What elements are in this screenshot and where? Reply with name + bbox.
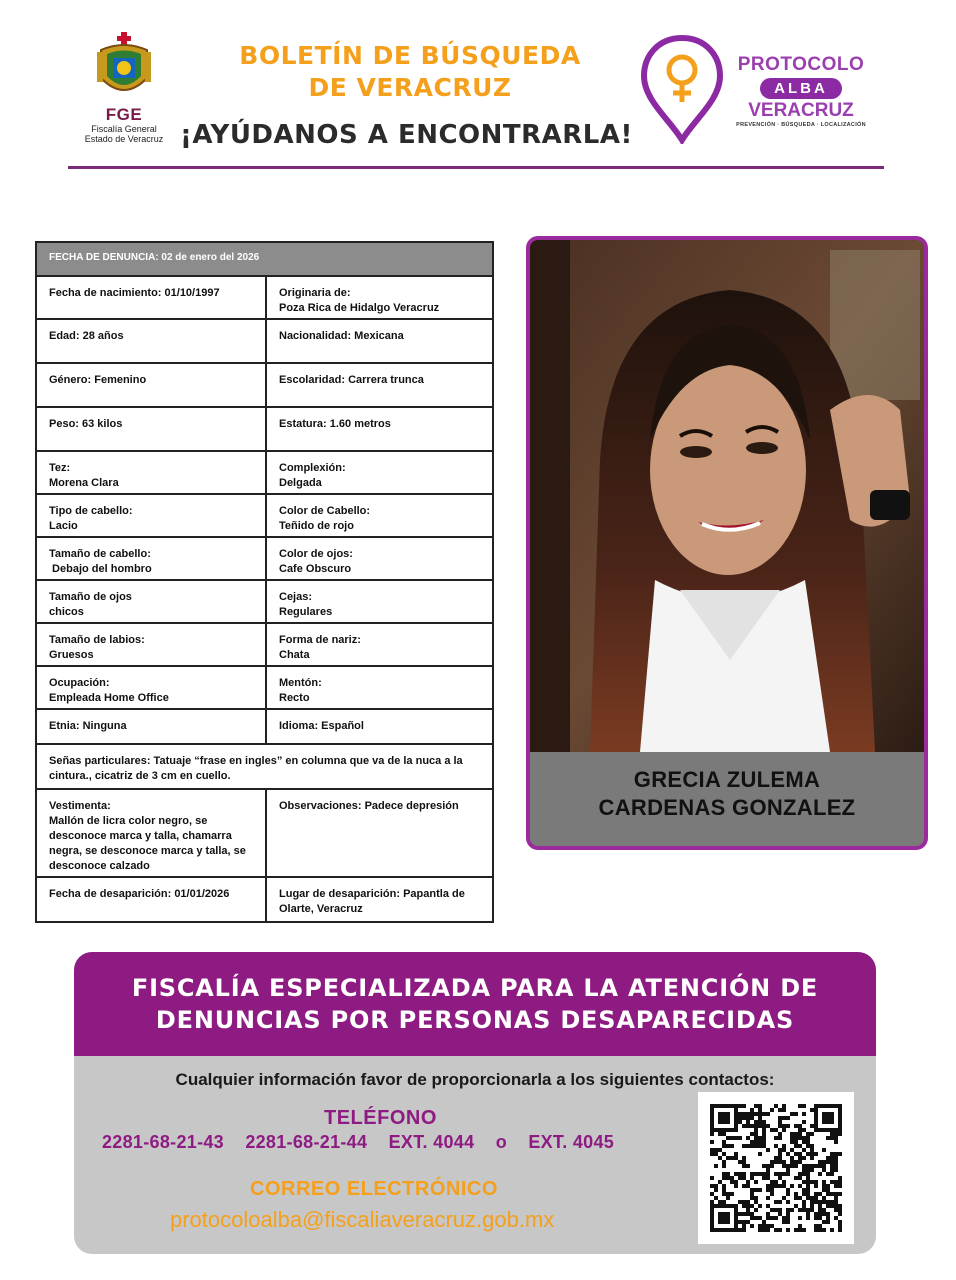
ethnicity-cell: Etnia: Ninguna	[49, 720, 127, 732]
contact-panel	[74, 952, 876, 1254]
phone-extension: EXT. 4045	[528, 1132, 615, 1152]
table-row	[37, 581, 492, 624]
clothing-cell: Vestimenta: Mallón de licra color negro, se desconoce marca y talla, chamarra negra, se desconoce marca y talla, se desconoce calzado	[49, 800, 246, 872]
alba-protocolo-text: PROTOCOLO	[737, 54, 865, 75]
phone-numbers	[102, 1132, 702, 1153]
table-row	[37, 878, 492, 921]
weight-cell: Peso: 63 kilos	[49, 418, 123, 430]
alba-badge: ALBA	[760, 78, 842, 99]
name-line1: GRECIA ZULEMA	[633, 767, 821, 792]
coat-of-arms-icon	[93, 30, 155, 104]
phone-or: o	[495, 1132, 507, 1152]
protocolo-alba-logo	[640, 34, 880, 144]
phone-extension: EXT. 4044	[388, 1132, 475, 1152]
hair-length-cell: Tamaño de cabello: Debajo del hombro	[49, 548, 152, 575]
title-line2: DE VERACRUZ	[308, 73, 512, 102]
table-row	[37, 624, 492, 667]
heading-line1: FISCALÍA ESPECIALIZADA PARA LA ATENCIÓN DE	[131, 974, 819, 1002]
birth-date-cell: Fecha de nacimiento: 01/10/1997	[49, 287, 220, 299]
name-line2: CARDENAS GONZALEZ	[598, 795, 856, 820]
header-divider	[68, 166, 884, 169]
email-address[interactable]: protocoloalba@fiscaliaveracruz.gob.mx	[170, 1207, 555, 1232]
observations-cell: Observaciones: Padece depresión	[265, 790, 492, 876]
fge-name-line1: Fiscalía General	[91, 124, 157, 134]
table-row	[37, 320, 492, 364]
skin-tone-cell: Tez: Morena Clara	[49, 462, 119, 489]
lip-size-cell: Tamaño de labios: Gruesos	[49, 634, 145, 661]
hair-color-cell: Color de Cabello: Teñido de rojo	[265, 495, 492, 536]
fge-name-line2: Estado de Veracruz	[84, 134, 164, 144]
table-row	[37, 408, 492, 452]
fge-acronym: FGE	[105, 105, 143, 124]
alba-tagline: PREVENCIÓN · BÚSQUEDA · LOCALIZACIÓN	[736, 122, 866, 128]
table-row	[37, 710, 492, 745]
missing-person-photo	[530, 240, 924, 752]
qr-code[interactable]	[698, 1092, 854, 1244]
personal-data-table	[35, 241, 494, 923]
table-row	[37, 538, 492, 581]
contact-intro: Cualquier información favor de proporcionarla a los siguientes contactos:	[175, 1070, 775, 1089]
prosecutor-office-heading	[74, 952, 876, 1056]
height-cell: Estatura: 1.60 metros	[265, 408, 492, 450]
age-cell: Edad: 28 años	[49, 330, 124, 342]
table-row	[37, 745, 492, 790]
phone-number[interactable]: 2281-68-21-43	[102, 1132, 224, 1152]
missing-person-card	[526, 236, 928, 850]
table-row	[37, 667, 492, 710]
alba-veracruz-text: VERACRUZ	[748, 100, 854, 121]
eye-size-cell: Tamaño de ojos chicos	[49, 591, 132, 618]
disappearance-place-cell: Lugar de desaparición: Papantla de Olarte, Veracruz	[265, 878, 492, 921]
table-row	[37, 364, 492, 408]
table-row	[37, 277, 492, 320]
table-row	[37, 790, 492, 878]
help-find-her-title: ¡AYÚDANOS A ENCONTRARLA!	[180, 120, 633, 150]
phone-number[interactable]: 2281-68-21-44	[245, 1132, 368, 1152]
table-row	[37, 452, 492, 495]
heading-line2: DENUNCIAS POR PERSONAS DESAPARECIDAS	[155, 1006, 795, 1034]
bulletin-title	[180, 40, 640, 104]
missing-person-name	[530, 752, 924, 846]
location-pin-icon	[640, 34, 724, 144]
gender-cell: Género: Femenino	[49, 374, 147, 386]
eyebrows-cell: Cejas: Regulares	[265, 581, 492, 622]
hair-type-cell: Tipo de cabello: Lacio	[49, 505, 133, 532]
table-row	[37, 495, 492, 538]
language-cell: Idioma: Español	[265, 710, 492, 743]
disappearance-date-cell: Fecha de desaparición: 01/01/2026	[49, 888, 230, 900]
build-cell: Complexión: Delgada	[265, 452, 492, 493]
qr-code-icon	[710, 1104, 842, 1232]
email-label: CORREO ELECTRÓNICO	[250, 1178, 498, 1200]
report-date: FECHA DE DENUNCIA: 02 de enero del 2026	[37, 243, 492, 277]
phone-label: TELÉFONO	[324, 1107, 437, 1129]
nose-shape-cell: Forma de nariz: Chata	[265, 624, 492, 665]
chin-cell: Mentón: Recto	[265, 667, 492, 708]
origin-cell: Originaria de: Poza Rica de Hidalgo Veracruz	[265, 277, 492, 318]
distinguishing-marks-cell: Señas particulares: Tatuaje “frase en ingles” en columna que va de la nuca a la cintura., cicatriz de 3 cm en cuello.	[49, 755, 463, 782]
eye-color-cell: Color de ojos: Cafe Obscuro	[265, 538, 492, 579]
nationality-cell: Nacionalidad: Mexicana	[265, 320, 492, 362]
occupation-cell: Ocupación: Empleada Home Office	[49, 677, 169, 704]
fge-logo	[76, 30, 172, 156]
education-cell: Escolaridad: Carrera trunca	[265, 364, 492, 406]
title-line1: BOLETÍN DE BÚSQUEDA	[239, 41, 581, 70]
